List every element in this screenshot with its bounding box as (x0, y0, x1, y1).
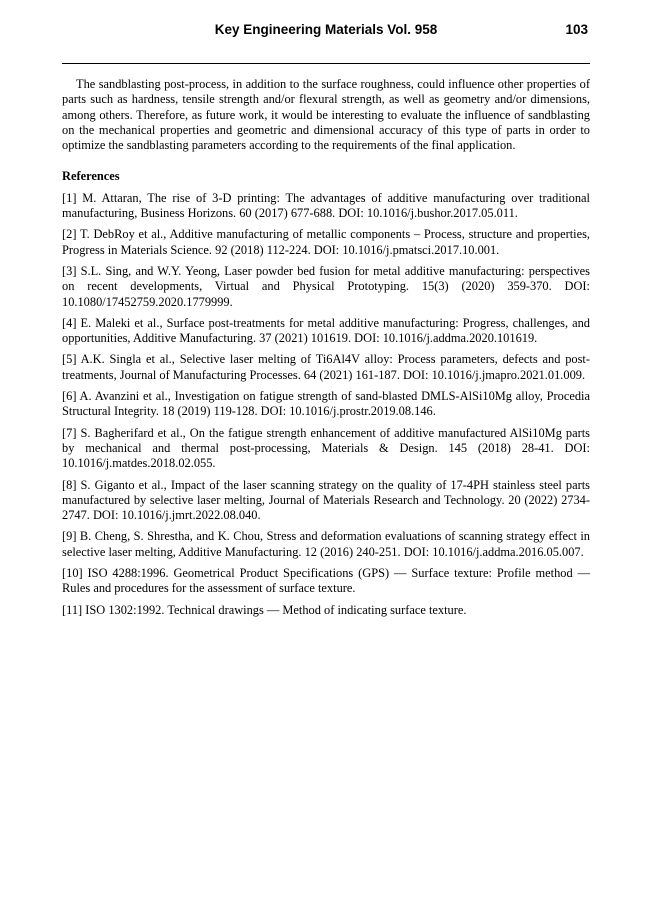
reference-item: [5] A.K. Singla et al., Selective laser melting of Ti6Al4V alloy: Process parameters, defects and post-treatments, Journal of Manufacturing Processes. 64 (2021) 161-187. DOI: 10.1016/j.jmapro.2021.01.009. (62, 352, 590, 382)
reference-item: [7] S. Bagherifard et al., On the fatigue strength enhancement of additive manufactured AlSi10Mg parts by mechanical and thermal post-processing, Materials & Design. 145 (2018) 28-41. DOI: 10.1016/j.matdes.2018.02.055. (62, 425, 590, 471)
reference-item: [3] S.L. Sing, and W.Y. Yeong, Laser powder bed fusion for metal additive manufacturing: perspectives on recent developments, Virtual and Physical Prototyping. 15(3) (2020) 359-370. DOI: 10.1080/17452759.2020.1779999. (62, 263, 590, 309)
reference-item: [2] T. DebRoy et al., Additive manufacturing of metallic components – Process, structure and properties, Progress in Materials Science. 92 (2018) 112-224. DOI: 10.1016/j.pmatsci.2017.10.001. (62, 227, 590, 257)
page-body (62, 77, 590, 624)
journal-title: Key Engineering Materials Vol. 958 (214, 22, 438, 37)
reference-item: [10] ISO 4288:1996. Geometrical Product Specifications (GPS) — Surface texture: Profile method — Rules and procedures for the assessment of surface texture. (62, 566, 590, 596)
reference-item: [11] ISO 1302:1992. Technical drawings — Method of indicating surface texture. (62, 602, 467, 617)
reference-item: [6] A. Avanzini et al., Investigation on fatigue strength of sand-blasted DMLS-AlSi10Mg alloy, Procedia Structural Integrity. 18 (2019) 119-128. DOI: 10.1016/j.prostr.2019.08.146. (62, 389, 590, 419)
reference-item: [8] S. Giganto et al., Impact of the laser scanning strategy on the quality of 17-4PH stainless steel parts manufactured by selective laser melting, Journal of Materials Research and Technology. 20 (2022) 2734-2747. DOI: 10.1016/j.jmrt.2022.08.040. (62, 477, 590, 523)
body-paragraph: The sandblasting post-process, in addition to the surface roughness, could influence other properties of parts such as hardness, tensile strength and/or flexural strength, as well as geometry and/or dimensions, among others. Therefore, as future work, it would be interesting to evaluate the influence of sandblasting on the mechanical properties and geometric and dimensional accuracy of this type of parts in order to optimize the sandblasting parameters according to the requirements of the final application. (62, 77, 590, 153)
header-rule (62, 63, 590, 64)
reference-item: [1] M. Attaran, The rise of 3-D printing: The advantages of additive manufacturing over traditional manufacturing, Business Horizons. 60 (2017) 677-688. DOI: 10.1016/j.bushor.2017.05.011. (62, 190, 590, 221)
reference-item: [9] B. Cheng, S. Shrestha, and K. Chou, Stress and deformation evaluations of scanning strategy effect in selective laser melting, Additive Manufacturing. 12 (2016) 240-251. DOI: 10.1016/j.addma.2016.05.007. (62, 529, 590, 559)
reference-item: [4] E. Maleki et al., Surface post-treatments for metal additive manufacturing: Progress, challenges, and opportunities, Additive Manufacturing. 37 (2021) 101619. DOI: 10.1016/j.addma.2020.101619. (62, 315, 590, 346)
references-heading: References (62, 169, 120, 184)
references-list (62, 191, 590, 618)
page-number: 103 (565, 22, 588, 37)
page-header (62, 22, 590, 42)
